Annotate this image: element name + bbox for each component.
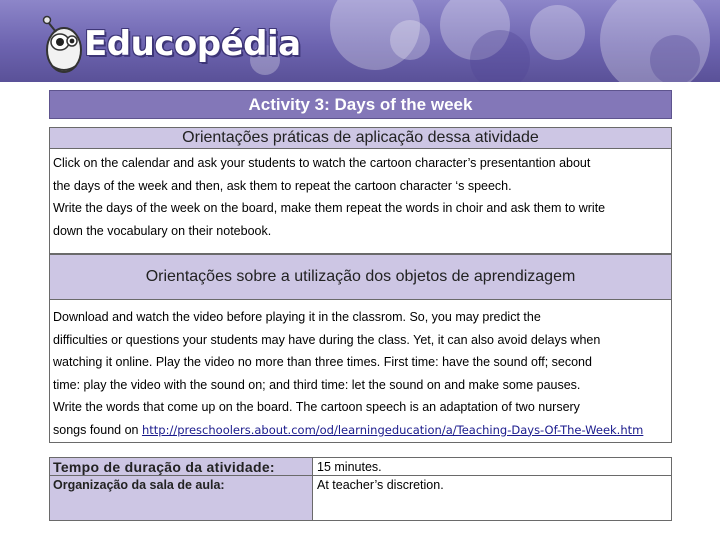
duration-value: 15 minutes. [312, 458, 671, 475]
section1-heading: Orientações práticas de aplicação dessa atividade [49, 127, 672, 149]
reference-link[interactable]: http://preschoolers.about.com/od/learningeducation/a/Teaching-Days-Of-The-Week.htm [141, 422, 644, 437]
decor-bubble [650, 35, 700, 82]
section1-line: Click on the calendar and ask your students to watch the cartoon character’s presentantion about [53, 156, 591, 170]
section2-last-prefix: songs found on [53, 422, 142, 437]
section2-line: difficulties or questions your students may have during the class. Yet, it can also avoid delays when [53, 332, 601, 347]
section1-line: Write the days of the week on the board, make them repeat the words in choir and ask them to write [53, 201, 606, 215]
section2-line: Write the words that come up on the board. The cartoon speech is an adaptation of two nursery [53, 400, 580, 414]
duration-label: Tempo de duração da atividade: [50, 458, 312, 475]
section2-body [49, 300, 672, 443]
organization-label: Organização da sala de aula: [50, 476, 312, 520]
decor-bubble [470, 30, 530, 82]
organization-value: At teacher’s discretion. [312, 476, 671, 520]
section2-line: Download and watch the video before playing it in the classrom. So, you may predict the [53, 310, 541, 324]
logo[interactable] [38, 6, 301, 76]
activity-title: Activity 3: Days of the week [49, 90, 672, 119]
section2-line-last [53, 419, 671, 442]
decor-bubble [530, 5, 585, 60]
section2-line: watching it online. Play the video no more than three times. First time: have the sound off; second [53, 355, 592, 369]
section2-line: time: play the video with the sound on; and third time: let the sound on and make some pauses. [53, 377, 581, 392]
header-banner [0, 0, 720, 82]
organization-row [50, 476, 671, 520]
section1-line: the days of the week and then, ask them to repeat the cartoon character ‘s speech. [53, 178, 512, 193]
info-table [49, 457, 672, 521]
decor-bubble [390, 20, 430, 60]
duration-row [50, 458, 671, 476]
brand-name: Educopédia [84, 24, 301, 64]
section1-line: down the vocabulary on their notebook. [53, 223, 272, 238]
section2-heading: Orientações sobre a utilização dos objetos de aprendizagem [49, 254, 672, 300]
section1-body [49, 149, 672, 254]
